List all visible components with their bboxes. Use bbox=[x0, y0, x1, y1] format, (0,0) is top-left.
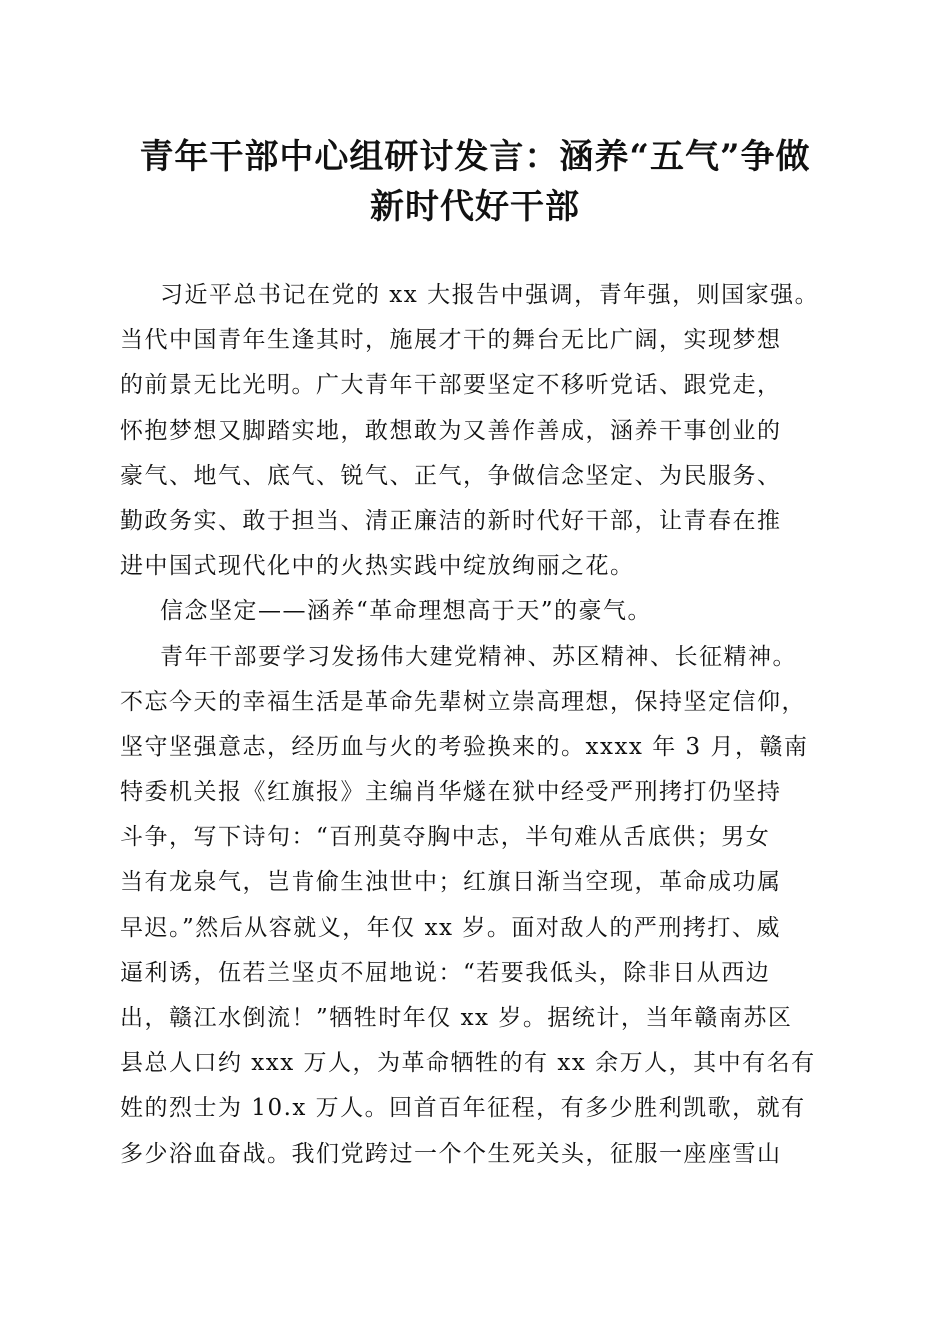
text-line: 信念坚定——涵养“革命理想高于天”的豪气。 bbox=[160, 598, 653, 625]
title-line-2: 新时代好干部 bbox=[370, 187, 580, 227]
text-line: 怀抱梦想又脚踏实地，敢想敢为又善作善成，涵养干事创业的 bbox=[120, 417, 782, 444]
paragraph-section-1 bbox=[120, 635, 832, 1177]
text-line: 县总人口约 xxx 万人，为革命牺牲的有 xx 余万人，其中有名有 bbox=[120, 1050, 816, 1077]
text-line: 豪气、地气、底气、锐气、正气，争做信念坚定、为民服务、 bbox=[120, 462, 782, 489]
text-line: 多少浴血奋战。我们党跨过一个个生死关头，征服一座座雪山 bbox=[120, 1140, 782, 1167]
paragraph-intro bbox=[120, 273, 832, 589]
text-line: 早迟。”然后从容就义，年仅 xx 岁。面对敌人的严刑拷打、威 bbox=[120, 914, 781, 941]
text-line: 斗争，写下诗句：“百刑莫夺胸中志，半句难从舌底供；男女 bbox=[120, 824, 771, 851]
text-line: 的前景无比光明。广大青年干部要坚定不移听党话、跟党走， bbox=[120, 372, 782, 399]
text-line: 青年干部要学习发扬伟大建党精神、苏区精神、长征精神。 bbox=[160, 643, 797, 670]
title-line-1: 青年干部中心组研讨发言：涵养“五气”争做 bbox=[139, 137, 811, 177]
text-line: 习近平总书记在党的 xx 大报告中强调，青年强，则国家强。 bbox=[160, 282, 820, 308]
text-line: 进中国式现代化中的火热实践中绽放绚丽之花。 bbox=[120, 553, 635, 580]
text-line: 出，赣江水倒流！”牺牲时年仅 xx 岁。据统计，当年赣南苏区 bbox=[120, 1005, 793, 1031]
text-line: 当有龙泉气，岂肯偷生浊世中；红旗日渐当空现，革命成功属 bbox=[120, 869, 782, 896]
section-heading bbox=[120, 589, 832, 634]
document-title bbox=[110, 132, 840, 232]
text-line: 特委机关报《红旗报》主编肖华燧在狱中经受严刑拷打仍坚持 bbox=[120, 779, 782, 806]
text-line: 逼利诱，伍若兰坚贞不屈地说：“若要我低头，除非日从西边 bbox=[120, 959, 771, 986]
text-line: 当代中国青年生逢其时，施展才干的舞台无比广阔，实现梦想 bbox=[120, 327, 782, 354]
document-body bbox=[120, 273, 832, 1177]
text-line: 坚守坚强意志，经历血与火的考验换来的。xxxx 年 3 月，赣南 bbox=[120, 733, 809, 760]
text-line: 不忘今天的幸福生活是革命先辈树立崇高理想，保持坚定信仰， bbox=[120, 688, 806, 715]
text-line: 勤政务实、敢于担当、清正廉洁的新时代好干部，让青春在推 bbox=[120, 507, 782, 534]
text-line: 姓的烈士为 10.x 万人。回首百年征程，有多少胜利凯歌，就有 bbox=[120, 1095, 806, 1122]
